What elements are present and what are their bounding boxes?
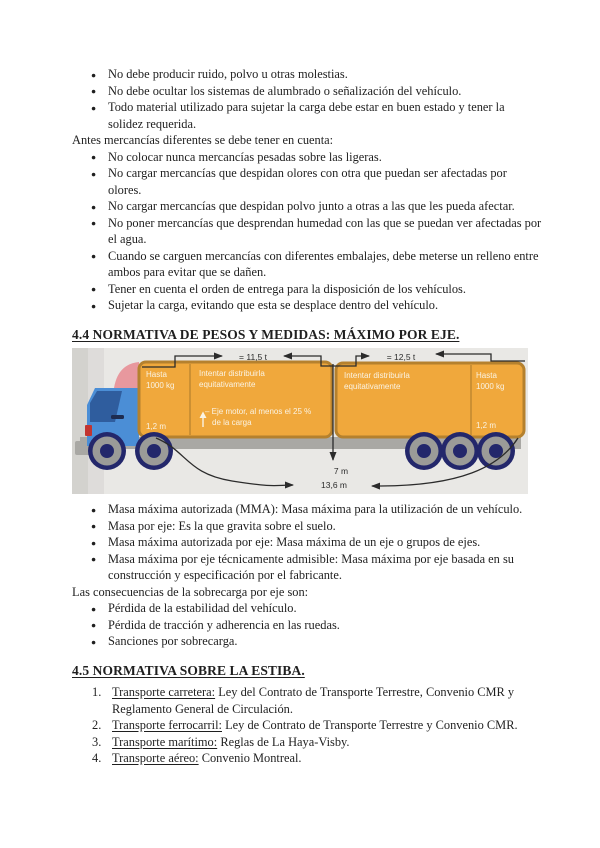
front-overhang-length: 1,2 m bbox=[146, 422, 167, 431]
item-number: 2. bbox=[92, 718, 102, 732]
section-heading-4-4: 4.4 NORMATIVA DE PESOS Y MEDIDAS: MÁXIMO POR EJE. bbox=[72, 326, 460, 342]
transport-mode-term: Transporte ferrocarril: bbox=[112, 718, 222, 732]
general-rules-list bbox=[72, 66, 542, 132]
rear-overhang-weight: 1000 kg bbox=[476, 382, 505, 391]
list-item: ● No colocar nunca mercancías pesadas sobre las ligeras. bbox=[72, 149, 542, 166]
mid-dimension-label: 7 m bbox=[333, 466, 349, 476]
front-axle-load-label: = 11,5 t bbox=[239, 352, 267, 362]
mixed-goods-list bbox=[72, 149, 542, 314]
item-number: 1. bbox=[92, 685, 102, 699]
transport-mode-term: Transporte marítimo: bbox=[112, 734, 218, 749]
truck-axle-load-diagram bbox=[72, 348, 528, 494]
total-length-label: 13,6 m bbox=[321, 480, 347, 490]
transport-mode-law: Ley del Contrato de Transporte Terrestre, Convenio CMR y Reglamento General de Circulación. bbox=[112, 685, 515, 716]
cargo-boxes bbox=[139, 362, 524, 437]
front-signal-light bbox=[85, 425, 92, 436]
list-item: ● Sanciones por sobrecarga. bbox=[72, 633, 542, 650]
section-heading-4-5: 4.5 NORMATIVA SOBRE LA ESTIBA. bbox=[72, 662, 305, 678]
stowage-regulations-list bbox=[72, 684, 542, 767]
list-item: ● No cargar mercancías que despidan polvo junto a otras a las que les pueda afectar. bbox=[72, 198, 542, 215]
cargo-box-fills bbox=[139, 362, 524, 437]
photo-edge-shadow bbox=[72, 348, 88, 494]
list-item: ● No poner mercancías que desprendan humedad con las que se puedan ver afectadas por el agua. bbox=[72, 215, 542, 248]
list-item: ● Cuando se carguen mercancías con diferentes embalajes, debe meterse un relleno entre ambos para evitar que se dañen. bbox=[72, 248, 542, 281]
list-item bbox=[72, 750, 542, 767]
list-item bbox=[72, 734, 542, 751]
front-overhang-weight: 1000 kg bbox=[146, 381, 175, 390]
list-item: ● Masa máxima autorizada (MMA): Masa máxima para la utilización de un vehículo. bbox=[72, 501, 542, 518]
item-number: 4. bbox=[92, 751, 102, 765]
rear-axle-load-label: = 12,5 t bbox=[386, 352, 416, 362]
item-number: 3. bbox=[92, 734, 102, 749]
list-item: ● Pérdida de la estabilidad del vehículo. bbox=[72, 600, 542, 617]
transport-mode-term: Transporte carretera: bbox=[112, 685, 216, 699]
list-item: ● Masa por eje: Es la que gravita sobre el suelo. bbox=[72, 518, 542, 535]
list-item: ● Sujetar la carga, evitando que esta se desplace dentro del vehículo. bbox=[72, 297, 542, 314]
door-handle bbox=[111, 415, 124, 419]
list-item: ● Tener en cuenta el orden de entrega para la disposición de los vehículos. bbox=[72, 281, 542, 298]
overload-intro: Las consecuencias de la sobrecarga por eje son: bbox=[72, 584, 309, 599]
truck-diagram-svg bbox=[72, 348, 528, 494]
list-item: ● No cargar mercancías que despidan olores con otra que puedan ser afectadas por olores. bbox=[72, 165, 542, 198]
list-item: ● Masa máxima por eje técnicamente admisible: Masa máxima por eje basada en su construcción y especificación por el fabricante. bbox=[72, 551, 542, 584]
list-item bbox=[72, 717, 542, 734]
rear-overhang-label: Hasta bbox=[476, 371, 497, 380]
list-item: ● Todo material utilizado para sujetar la carga debe estar en buen estado y tener la solidez requerida. bbox=[72, 99, 542, 132]
transport-mode-law: Reglas de La Haya-Visby. bbox=[220, 734, 350, 749]
list-item: ● Pérdida de tracción y adherencia en las ruedas. bbox=[72, 617, 542, 634]
list-item bbox=[72, 684, 542, 717]
mass-definitions-list bbox=[72, 501, 542, 584]
rear-distribute-label-2: equitativamente bbox=[344, 382, 401, 391]
rear-distribute-label-1: Intentar distribuirla bbox=[344, 371, 410, 380]
transport-mode-law: Ley de Contrato de Transporte Terrestre y Convenio CMR. bbox=[225, 718, 518, 732]
transport-mode-law: Convenio Montreal. bbox=[201, 751, 302, 765]
list-item: ● No debe producir ruido, polvo u otras molestias. bbox=[72, 66, 542, 83]
list-item: ● Masa máxima autorizada por eje: Masa máxima de un eje o grupos de ejes. bbox=[72, 534, 542, 551]
list-item: ● No debe ocultar los sistemas de alumbrado o señalización del vehículo. bbox=[72, 83, 542, 100]
motor-axle-note-1: – Eje motor, al menos el 25 % bbox=[205, 407, 312, 416]
motor-axle-note-2: de la carga bbox=[212, 418, 252, 427]
front-overhang-label: Hasta bbox=[146, 370, 167, 379]
overload-consequences-list bbox=[72, 600, 542, 650]
rear-overhang-length: 1,2 m bbox=[476, 421, 497, 430]
front-distribute-label-2: equitativamente bbox=[199, 380, 256, 389]
transport-mode-term: Transporte aéreo: bbox=[112, 751, 199, 765]
front-distribute-label-1: Intentar distribuirla bbox=[199, 369, 265, 378]
mixed-goods-intro: Antes mercancías diferentes se debe tener en cuenta: bbox=[72, 133, 334, 147]
